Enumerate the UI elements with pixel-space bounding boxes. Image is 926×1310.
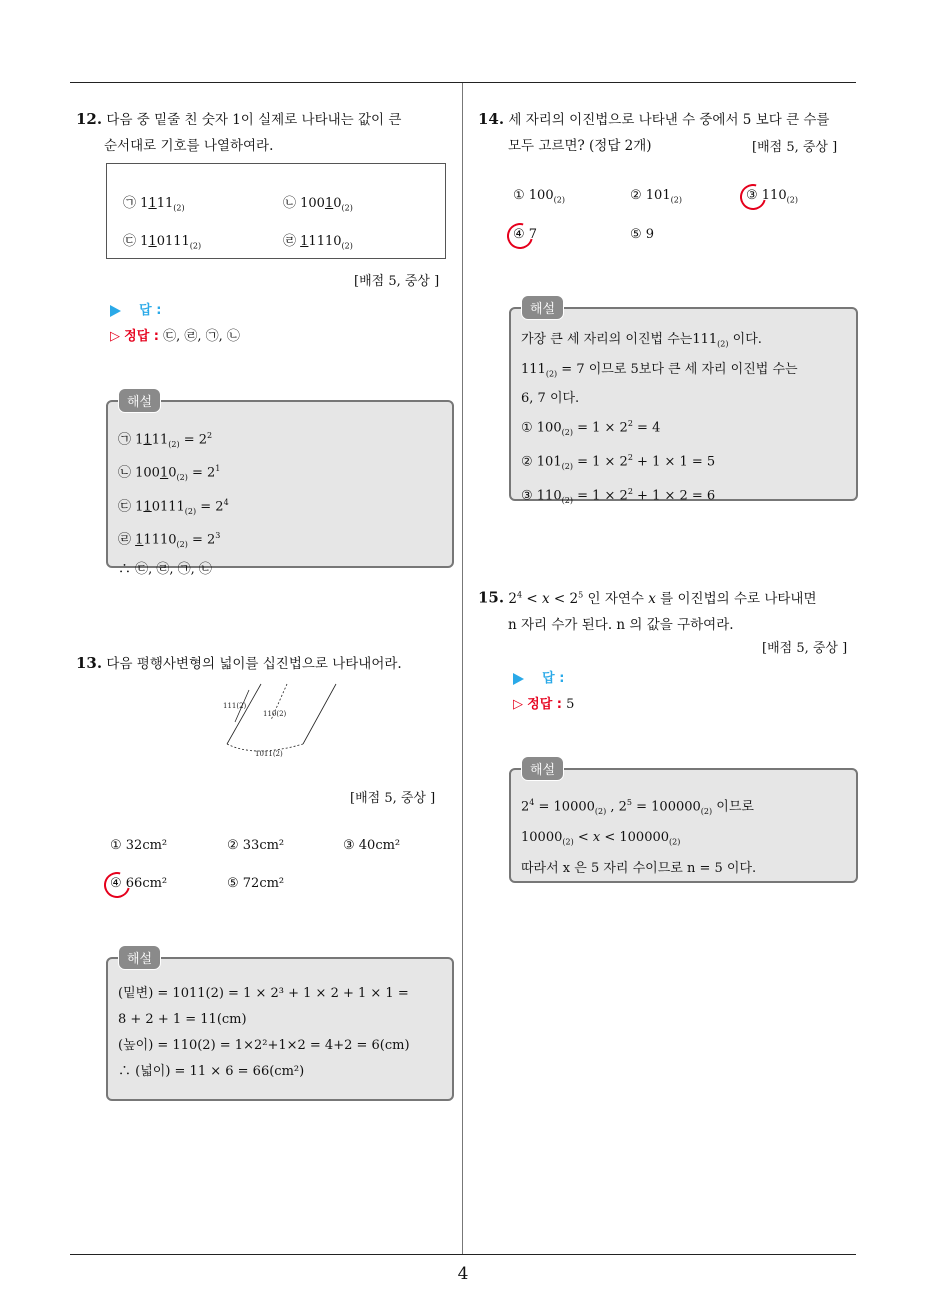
q12-question <box>76 106 462 159</box>
q13-solution <box>106 952 454 1101</box>
q15-solution <box>509 763 858 883</box>
q15-text-line1: $2^4 < x < 2^5$ 인 자연수 x 를 이진법의 수로 나타내면 <box>508 590 817 607</box>
q14-sol-line3: 6, 7 이다. <box>521 391 580 407</box>
q12-correct-value: ㉢, ㉣, ㉠, ㉡ <box>163 329 240 344</box>
q13-sol-line2: 8 + 2 + 1 = 11(cm) <box>118 1012 247 1027</box>
figure-side-right <box>303 684 336 744</box>
q12-score: [배점 5, 중상 ] <box>354 274 440 289</box>
page-number: 4 <box>457 1264 469 1284</box>
q15-sol-line3: 따라서 x 은 5 자리 수이므로 n = 5 이다. <box>521 860 757 876</box>
q12-sol-line1: ㉠ $1111_{(2)} = 2^2$ <box>118 431 213 449</box>
q14-choice-5[interactable]: ⑤ 9 <box>630 227 655 242</box>
q14-choice-4[interactable]: ④ 7 <box>513 227 538 242</box>
q14-solution-tag: 해설 <box>521 295 564 320</box>
q12-answer-label: 답 : <box>139 303 162 318</box>
q14-number: 14. <box>478 110 505 128</box>
q12-choice-box <box>106 163 446 259</box>
triangle-outline-icon: ▷ <box>110 329 120 344</box>
q12-solution-tag: 해설 <box>118 388 161 413</box>
q14-sol-line4: ① $100_{(2)} = 1 \times 2^2 = 4$ <box>521 419 661 438</box>
q13-answer-circle-mark <box>99 867 135 903</box>
q15-correct-row <box>513 693 574 712</box>
q14-choice-3[interactable]: ③ $110_{(2)}$ <box>746 188 798 205</box>
play-icon <box>110 305 121 317</box>
q12-text-line2: 순서대로 기호를 나열하여라. <box>104 138 274 154</box>
q13-choice-4[interactable]: ④ 66cm² <box>110 876 168 891</box>
q14-sol-line5: ② $101_{(2)} = 1 \times 2^2 + 1 \times 1 = 5$ <box>521 453 716 472</box>
q15-answer-label: 답 : <box>542 671 565 686</box>
q12-text-line1: 다음 중 밑줄 친 숫자 1이 실제로 나타내는 값이 큰 <box>106 112 402 128</box>
q13-sol-line1: (밑변) = 1011(2) = 1 × 2³ + 1 × 2 + 1 × 1 = <box>118 986 409 1001</box>
q12-choice-d[interactable]: ㉣ $11110_{(2)}$ <box>283 234 353 251</box>
q13-choice-1[interactable]: ① 32cm² <box>110 838 168 853</box>
q13-choice-3[interactable]: ③ 40cm² <box>343 838 401 853</box>
top-rule <box>70 82 856 83</box>
q13-solution-tag: 해설 <box>118 945 161 970</box>
triangle-outline-icon: ▷ <box>513 697 523 712</box>
figure-label-height: 110(2) <box>263 710 287 718</box>
q15-solution-tag: 해설 <box>521 756 564 781</box>
q13-choice-5[interactable]: ⑤ 72cm² <box>227 876 285 891</box>
q13-parallelogram-figure <box>215 680 345 762</box>
q13-sol-line4: ∴ (넓이) = 11 × 6 = 66(cm²) <box>118 1064 305 1079</box>
q15-text-line2: n 자리 수가 된다. n 의 값을 구하여라. <box>508 616 734 633</box>
q14-answer-circle-mark-3 <box>735 179 771 215</box>
q12-sol-line2: ㉡ $10010_{(2)} = 2^1$ <box>118 464 221 483</box>
bottom-rule <box>70 1254 856 1255</box>
q12-choice-a[interactable]: ㉠ $1111_{(2)}$ <box>123 196 185 213</box>
q14-text-line1: 세 자리의 이진법으로 나타낸 수 중에서 5 보다 큰 수를 <box>508 112 830 128</box>
q12-correct-label: 정답 : <box>124 329 159 344</box>
q12-sol-line3: ㉢ $110111_{(2)} = 2^4$ <box>118 497 229 516</box>
q14-answer-circle-mark-4 <box>502 218 538 254</box>
q13-score: [배점 5, 중상 ] <box>350 791 436 806</box>
q15-correct-value: 5 <box>566 697 575 712</box>
q12-sol-line4: ㉣ $11110_{(2)} = 2^3$ <box>118 531 221 550</box>
q14-solution <box>509 302 858 505</box>
q14-choice-1[interactable]: ① $100_{(2)}$ <box>513 188 565 205</box>
q13-choice-2[interactable]: ② 33cm² <box>227 838 285 853</box>
q12-number: 12. <box>76 110 103 128</box>
q15-answer-row <box>513 667 564 686</box>
q15-score: [배점 5, 중상 ] <box>762 641 848 656</box>
q13-number: 13. <box>76 654 103 672</box>
q14-sol-line1: 가장 큰 세 자리의 이진법 수는$111_{(2)}$ 이다. <box>521 332 762 349</box>
q13-sol-line3: (높이) = 110(2) = 1×2²+1×2 = 4+2 = 6(cm) <box>118 1038 410 1053</box>
q14-choice-2[interactable]: ② $101_{(2)}$ <box>630 188 682 205</box>
q12-choice-b[interactable]: ㉡ $10010_{(2)}$ <box>283 196 353 213</box>
q14-sol-line6: ③ $110_{(2)} = 1 \times 2^2 + 1 \times 2 = 6$ <box>521 487 716 505</box>
q14-sol-line2: $111_{(2)} = 7$ 이므로 5보다 큰 세 자리 이진법 수는 <box>521 361 798 379</box>
q15-sol-line1: $2^4 = 10000_{(2)}$ , $2^5 = 100000_{(2)}$ 이므로 <box>521 798 754 816</box>
q15-sol-line2: $10000_{(2)} < x < 100000_{(2)}$ <box>521 829 681 847</box>
q15-question <box>478 582 858 638</box>
figure-label-side: 111(2) <box>223 702 247 710</box>
column-divider <box>462 83 463 1255</box>
q12-choice-c[interactable]: ㉢ $110111_{(2)}$ <box>123 234 202 251</box>
q15-number: 15. <box>478 588 505 607</box>
q14-score: [배점 5, 중상 ] <box>752 140 838 155</box>
q12-correct-row <box>110 325 240 344</box>
q14-text-line2: 모두 고르면? (정답 2개) <box>508 138 652 154</box>
q13-text: 다음 평행사변형의 넓이를 십진법으로 나타내어라. <box>106 656 402 672</box>
q13-question <box>76 650 462 677</box>
q12-sol-line5: ∴ ㉢, ㉣, ㉠, ㉡ <box>118 561 212 577</box>
play-icon <box>513 673 524 685</box>
q15-correct-label: 정답 : <box>527 697 562 712</box>
figure-side-left <box>227 684 261 744</box>
q12-solution <box>106 395 454 577</box>
q12-answer-row <box>110 299 161 318</box>
figure-label-base: 1011(2) <box>255 750 283 758</box>
